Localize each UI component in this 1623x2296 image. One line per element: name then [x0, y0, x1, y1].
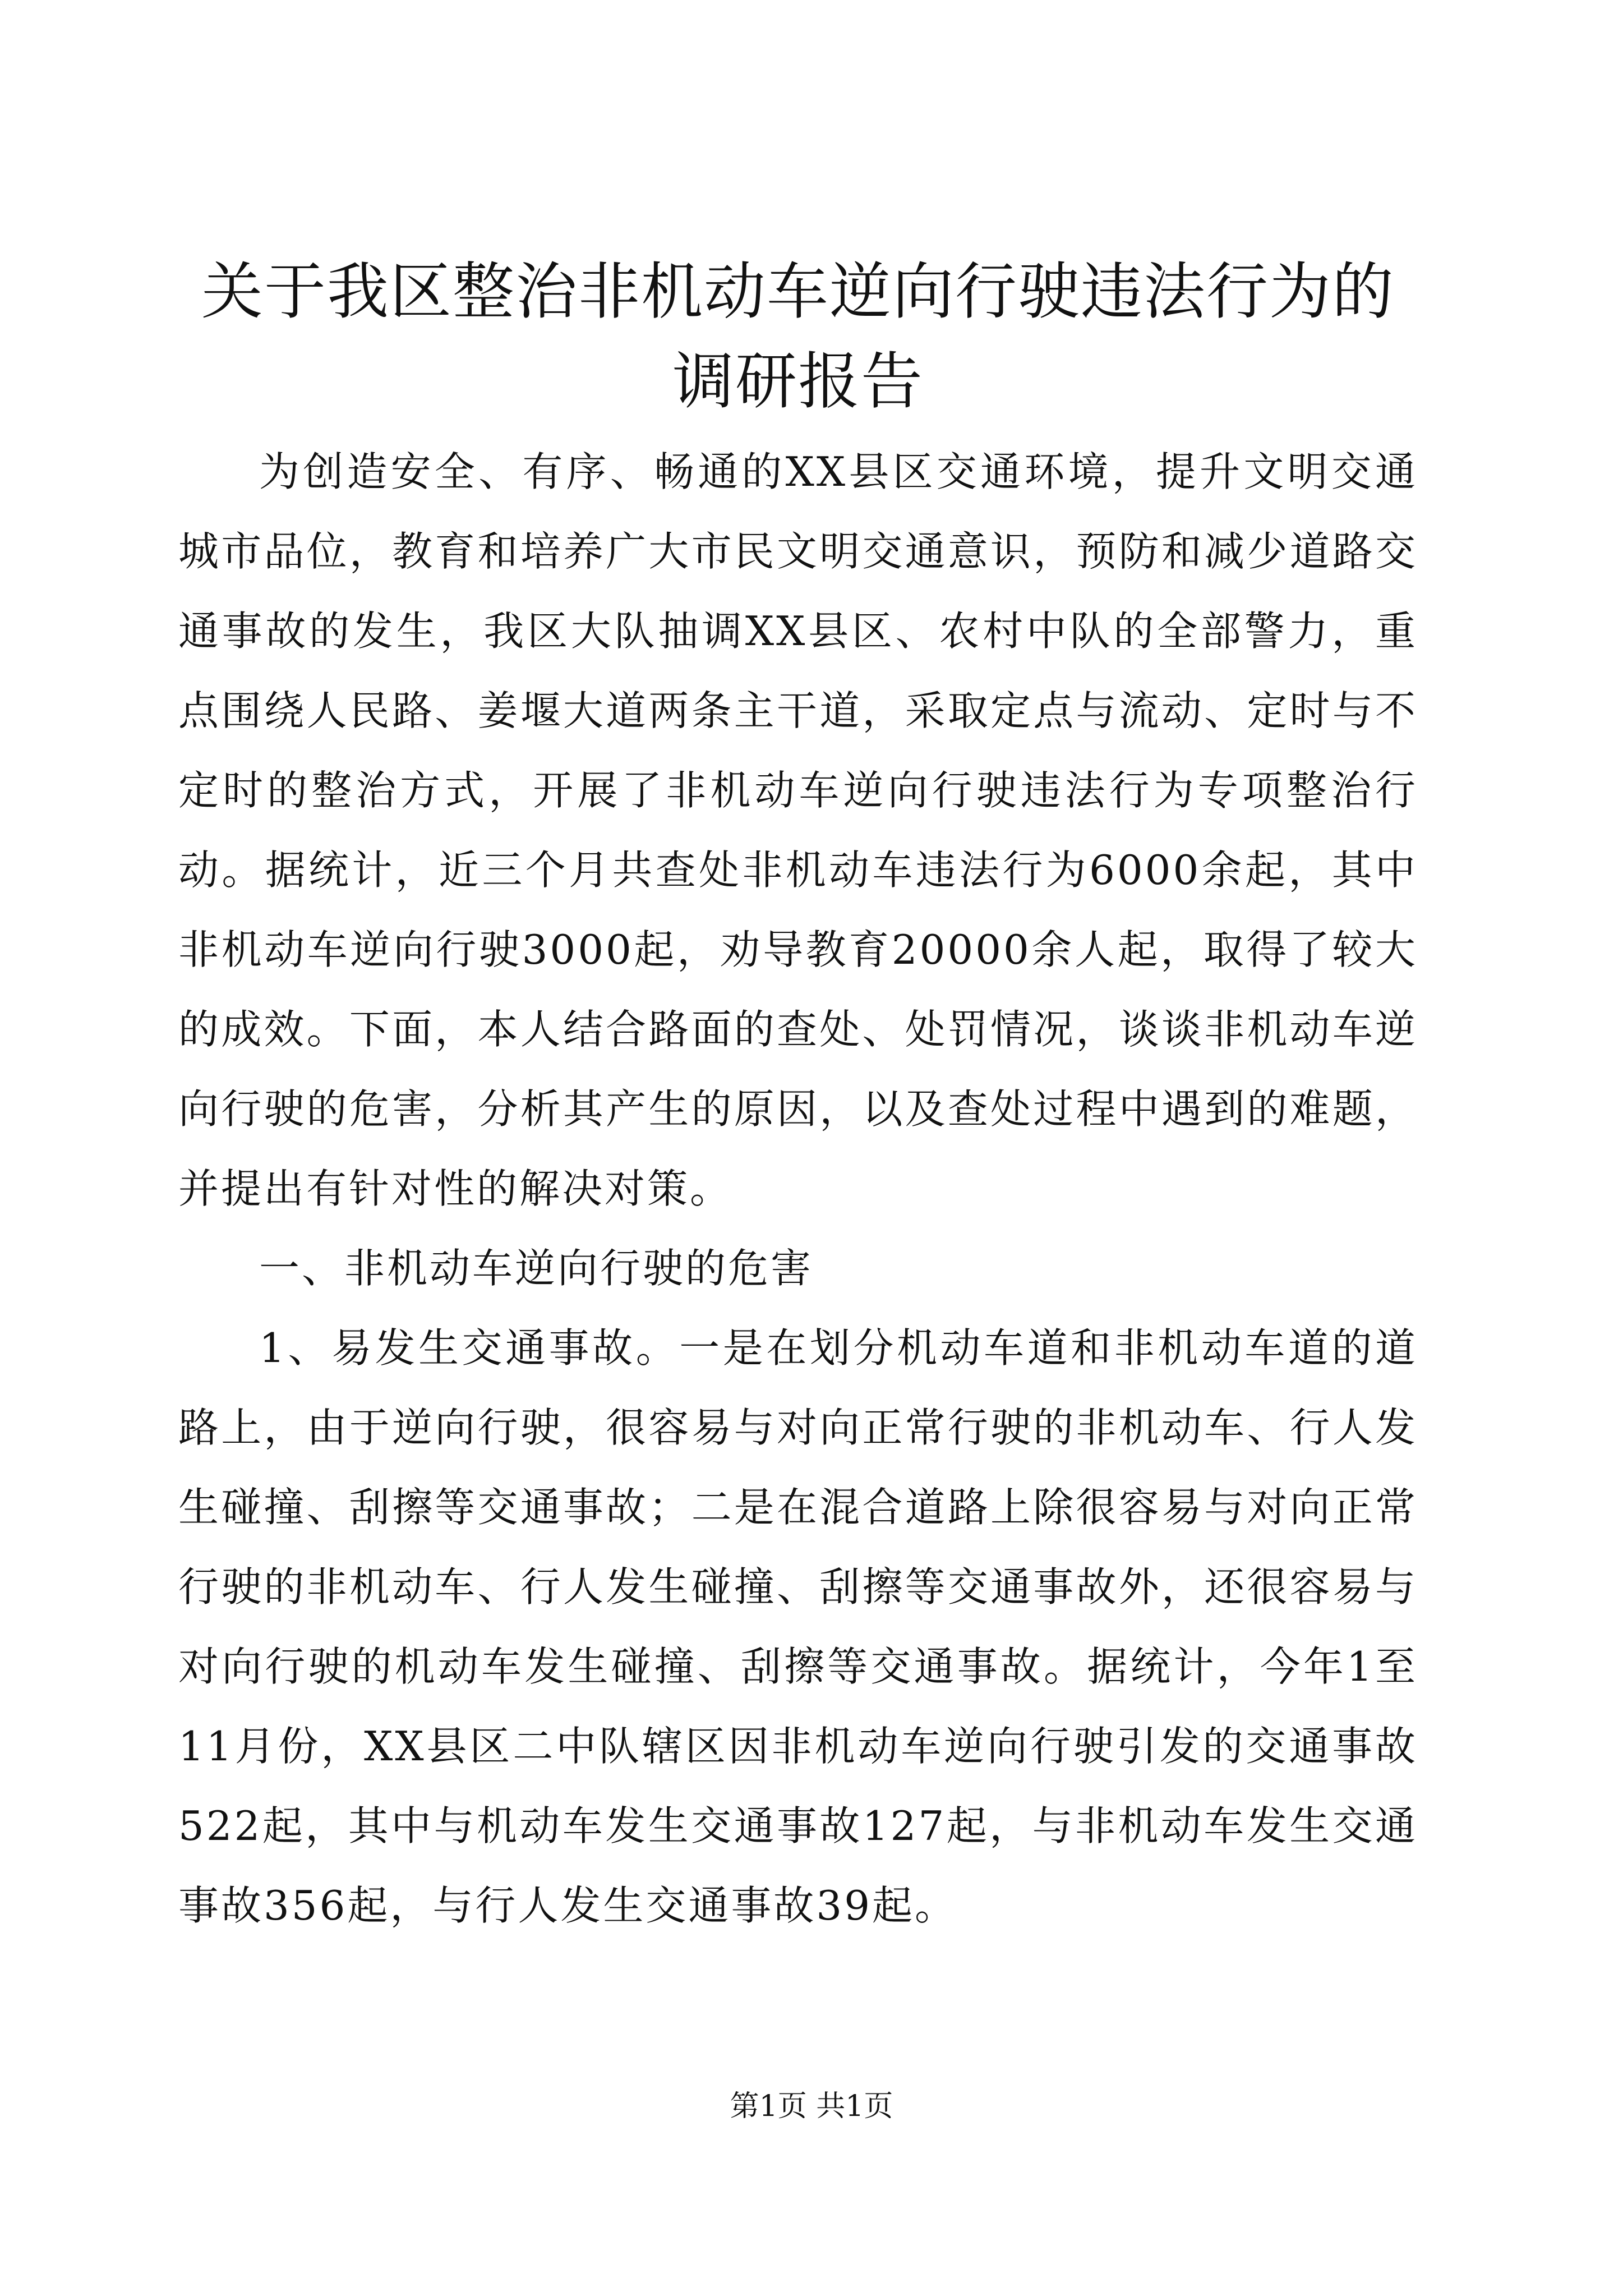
section-heading: 一、非机动车逆向行驶的危害 [259, 1245, 814, 1292]
document-body [178, 247, 1418, 1945]
page-footer: 第1页 共1页 [730, 2090, 893, 2123]
document-title: 关于我区整治非机动车逆向行驶违法行为的调研报告 [201, 256, 1395, 417]
body-paragraph: 1、易发生交通事故。一是在划分机动车道和非机动车道的道路上，由于逆向行驶，很容易与对向正常行驶的非机动车、行人发生碰撞、刮擦等交通事故；二是在混合道路上除很容易与对向正常行驶的非机动车、行人发生碰撞、刮擦等交通事故外，还很容易与对向行驶的机动车发生碰撞、刮擦等交通事故。据统计，今年1至11月份，XX县区二中队辖区因非机动车逆向行驶引发的交通事故522起，其中与机动车发生交通事故127起，与非机动车发生交通事故356起，与行人发生交通事故39起。 [178, 1324, 1418, 1929]
intro-paragraph: 为创造安全、有序、畅通的XX县区交通环境，提升文明交通城市品位，教育和培养广大市民文明交通意识，预防和减少道路交通事故的发生，我区大队抽调XX县区、农村中队的全部警力，重点围绕人民路、姜堰大道两条主干道，采取定点与流动、定时与不定时的整治方式，开展了非机动车逆向行驶违法行为专项整治行动。据统计，近三个月共查处非机动车违法行为6000余起，其中非机动车逆向行驶3000起，劝导教育20000余人起，取得了较大的成效。下面，本人结合路面的查处、处罚情况，谈谈非机动车逆向行驶的危害，分析其产生的原因，以及查处过程中遇到的难题，并提出有针对性的解决对策。 [178, 448, 1418, 1212]
